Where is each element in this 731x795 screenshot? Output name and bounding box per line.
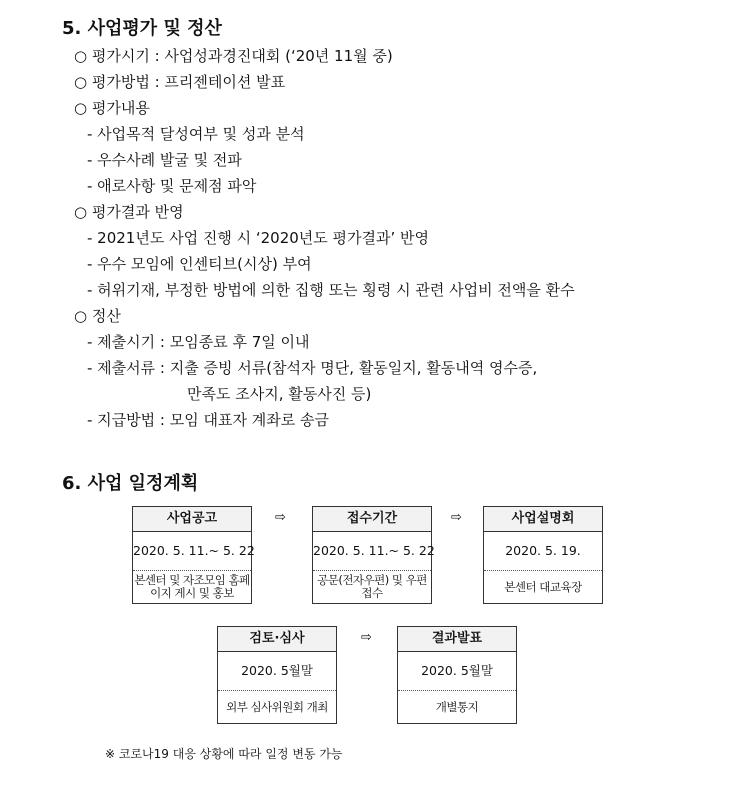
eval-content-line: ○ 평가내용 <box>74 99 150 117</box>
settlement-item: - 지급방법 : 모임 대표자 계좌로 송금 <box>87 411 329 429</box>
schedule-box-application <box>312 506 435 604</box>
schedule-note: ※ 코로나19 대응 상황에 따라 일정 변동 가능 <box>105 747 343 761</box>
box-date: 2020. 5. 11.~ 5. 22 <box>133 532 251 571</box>
box-date: 2020. 5. 19. <box>484 532 602 571</box>
box-desc: 본센터 대교육장 <box>504 579 582 594</box>
schedule-box-review <box>217 626 337 724</box>
eval-result-item: - 허위기재, 부정한 방법에 의한 집행 또는 횡령 시 관련 사업비 전액을 환수 <box>87 281 575 299</box>
schedule-box-announcement <box>132 506 255 604</box>
box-date: 2020. 5월말 <box>398 652 516 691</box>
box-date: 2020. 5. 11.~ 5. 22 <box>313 532 431 571</box>
settlement-line: ○ 정산 <box>74 307 121 325</box>
settlement-item: - 제출서류 : 지출 증빙 서류(참석자 명단, 활동일지, 활동내역 영수증, <box>87 359 538 377</box>
box-desc: 본센터 및 자조모임 홈페이지 게시 및 홍보 <box>134 573 250 600</box>
box-desc: 공문(전자우편) 및 우편접수 <box>317 573 427 600</box>
eval-content-item: - 사업목적 달성여부 및 성과 분석 <box>87 125 305 143</box>
eval-content-item: - 우수사례 발굴 및 전파 <box>87 151 242 169</box>
eval-period-line: ○ 평가시기 : 사업성과경진대회 (‘20년 11월 중) <box>74 47 393 65</box>
schedule-box-briefing <box>483 506 603 604</box>
box-title: 결과발표 <box>398 627 516 652</box>
box-date: 2020. 5월말 <box>218 652 336 691</box>
arrow-icon: ⇨ <box>451 510 462 525</box>
eval-result-line: ○ 평가결과 반영 <box>74 203 184 221</box>
box-title: 접수기간 <box>313 507 431 532</box>
eval-content-item: - 애로사항 및 문제점 파악 <box>87 177 257 195</box>
settlement-item: - 제출시기 : 모임종료 후 7일 이내 <box>87 333 310 351</box>
arrow-icon: ⇨ <box>275 510 286 525</box>
arrow-icon: ⇨ <box>361 630 372 645</box>
box-desc: 개별통지 <box>435 699 479 714</box>
eval-result-item: - 2021년도 사업 진행 시 ‘2020년도 평가결과’ 반영 <box>87 229 430 247</box>
eval-result-item: - 우수 모임에 인센티브(시상) 부여 <box>87 255 312 273</box>
schedule-box-result <box>397 626 517 724</box>
box-title: 사업설명회 <box>484 507 602 532</box>
box-title: 사업공고 <box>133 507 251 532</box>
eval-method-line: ○ 평가방법 : 프리젠테이션 발표 <box>74 73 286 91</box>
section-5-title: 5. 사업평가 및 정산 <box>62 18 222 39</box>
settlement-item-continued: 만족도 조사지, 활동사진 등) <box>187 385 372 403</box>
box-desc: 외부 심사위원회 개최 <box>226 699 328 714</box>
section-6-title: 6. 사업 일정계획 <box>62 473 199 494</box>
box-title: 검토·심사 <box>218 627 336 652</box>
